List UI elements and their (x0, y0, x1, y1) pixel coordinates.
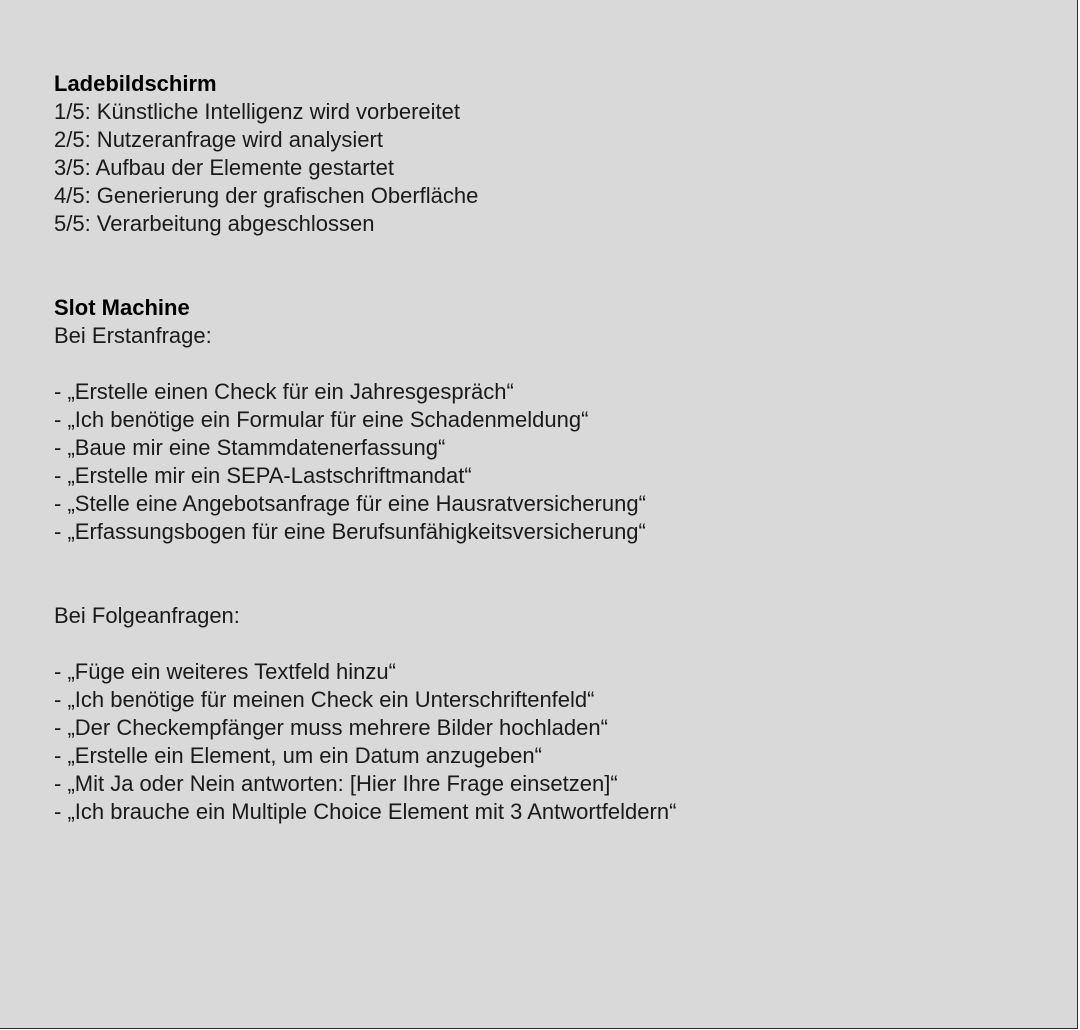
follow-up-item: - „Füge ein weiteres Textfeld hinzu“ (54, 659, 396, 684)
first-request-item: - „Stelle eine Angebotsanfrage für eine Hausratversicherung“ (54, 491, 646, 516)
loading-step: 5/5: Verarbeitung abgeschlossen (54, 211, 375, 236)
first-request-item: - „Erstelle einen Check für ein Jahresgespräch“ (54, 379, 514, 404)
spacer (54, 630, 1034, 658)
first-request-item: - „Ich benötige ein Formular für eine Schadenmeldung“ (54, 407, 589, 432)
loading-heading: Ladebildschirm (54, 71, 217, 96)
follow-up-item: - „Der Checkempfänger muss mehrere Bilder hochladen“ (54, 715, 608, 740)
first-request-item: - „Baue mir eine Stammdatenerfassung“ (54, 435, 446, 460)
first-request-item: - „Erstelle mir ein SEPA-Lastschriftmandat“ (54, 463, 472, 488)
loading-step: 2/5: Nutzeranfrage wird analysiert (54, 127, 383, 152)
first-request-label: Bei Erstanfrage: (54, 323, 212, 348)
slot-machine-heading: Slot Machine (54, 295, 190, 320)
spacer (54, 238, 1034, 294)
loading-step: 3/5: Aufbau der Elemente gestartet (54, 155, 395, 180)
follow-up-item: - „Ich benötige für meinen Check ein Unterschriftenfeld“ (54, 687, 595, 712)
follow-up-item: - „Mit Ja oder Nein antworten: [Hier Ihre Frage einsetzen]“ (54, 771, 618, 796)
follow-up-item: - „Ich brauche ein Multiple Choice Element mit 3 Antwortfeldern“ (54, 799, 677, 824)
first-request-item: - „Erfassungsbogen für eine Berufsunfähigkeitsversicherung“ (54, 519, 646, 544)
follow-up-label: Bei Folgeanfragen: (54, 603, 240, 628)
loading-step: 1/5: Künstliche Intelligenz wird vorbereitet (54, 99, 460, 124)
spacer (54, 546, 1034, 602)
follow-up-item: - „Erstelle ein Element, um ein Datum anzugeben“ (54, 743, 542, 768)
loading-step: 4/5: Generierung der grafischen Oberfläche (54, 183, 479, 208)
spacer (54, 350, 1034, 378)
document-content (54, 70, 1034, 826)
